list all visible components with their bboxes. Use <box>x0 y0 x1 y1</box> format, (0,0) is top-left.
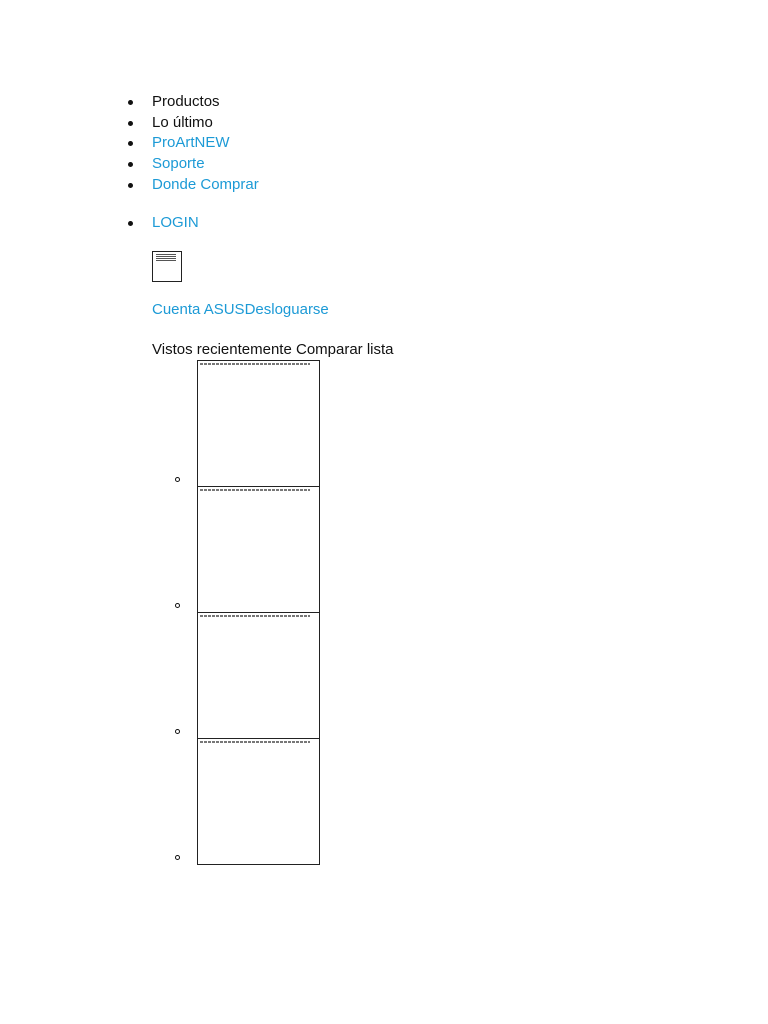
nav-item-lo-ultimo[interactable] <box>128 113 259 134</box>
bullet-icon <box>128 183 133 188</box>
logout-link[interactable]: Desloguarse <box>244 301 329 318</box>
product-thumbnail[interactable] <box>197 486 320 613</box>
broken-image-icon <box>200 489 310 491</box>
broken-image-icon <box>200 615 310 617</box>
broken-image-icon <box>200 363 310 365</box>
product-thumbnail[interactable] <box>197 612 320 739</box>
main-nav <box>128 92 259 195</box>
nav-item-productos[interactable] <box>128 92 259 113</box>
recently-viewed-label[interactable]: Vistos recientemente <box>152 341 292 358</box>
login-menu <box>128 213 199 233</box>
nav-item-proart[interactable] <box>128 133 259 154</box>
product-thumbnail[interactable] <box>197 360 320 487</box>
product-thumbnail[interactable] <box>197 738 320 865</box>
nav-link-soporte[interactable]: Soporte <box>152 155 205 173</box>
nav-item-soporte[interactable] <box>128 154 259 175</box>
nav-link-donde-comprar[interactable]: Donde Comprar <box>152 175 259 193</box>
account-link[interactable]: Cuenta ASUS <box>152 301 245 318</box>
bullet-icon <box>128 100 133 105</box>
login-link[interactable] <box>128 213 199 233</box>
circle-bullet-icon <box>175 603 180 608</box>
nav-link-proart[interactable]: ProArtNEW <box>152 134 230 152</box>
bullet-icon <box>128 121 133 126</box>
broken-image-icon <box>200 741 310 743</box>
nav-item-donde-comprar[interactable] <box>128 175 259 196</box>
circle-bullet-icon <box>175 729 180 734</box>
bullet-icon <box>128 162 133 167</box>
circle-bullet-icon <box>175 855 180 860</box>
compare-list-label[interactable]: Comparar lista <box>295 341 394 358</box>
recent-compare-header <box>152 340 394 360</box>
broken-image-icon <box>156 254 176 262</box>
nav-item-label: Lo último <box>152 113 213 131</box>
login-label[interactable]: LOGIN <box>152 214 199 231</box>
avatar-placeholder-image <box>152 251 182 282</box>
account-links <box>152 300 329 320</box>
circle-bullet-icon <box>175 477 180 482</box>
bullet-icon <box>128 141 133 146</box>
bullet-icon <box>128 221 133 226</box>
nav-item-label: Productos <box>152 93 220 110</box>
